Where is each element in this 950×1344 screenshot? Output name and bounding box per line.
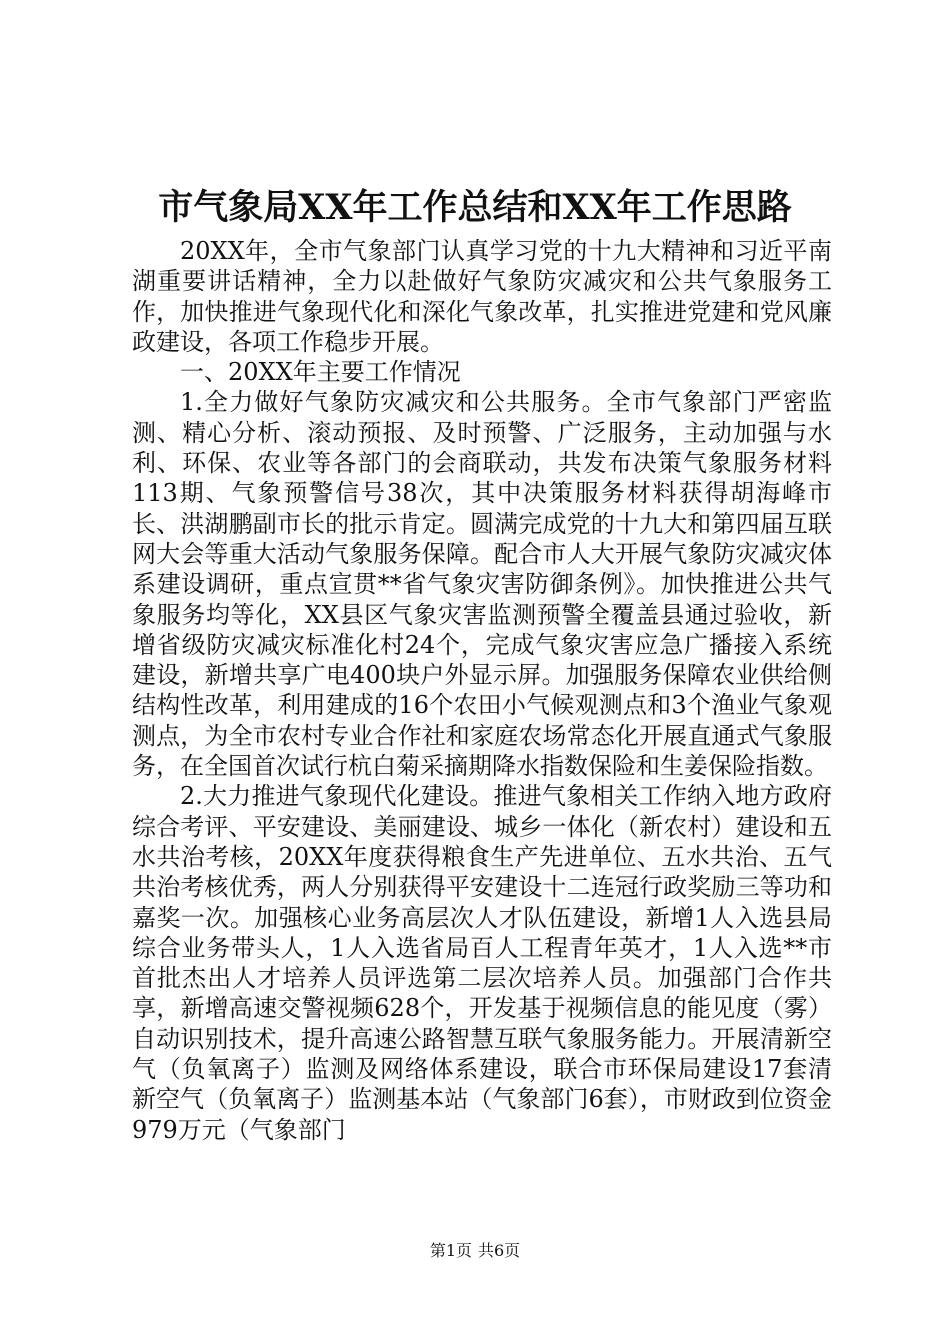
- section-heading: 一、20XX年主要工作情况: [180, 358, 461, 387]
- page-number: 第1页: [429, 1241, 472, 1260]
- paragraph-item-2: 2.大力推进气象现代化建设。推进气象相关工作纳入地方政府综合考评、平安建设、美丽建设、城乡一体化（新农村）建设和五水共治考核，20XX年度获得粮食生产先进单位、五水共治、五气共治考核优秀，两人分别获得平安建设十二连冠行政奖励三等功和嘉奖一次。加强核心业务高层次人才队伍建设，新增1人入选县局综合业务带头人，1人入选省局百人工程青年英才，1人入选**市首批杰出人才培养人员评选第二层次培养人员。加强部门合作共享，新增高速交警视频628个，开发基于视频信息的能见度（雾）自动识别技术，提升高速公路智慧互联气象服务能力。开展清新空气（负氧离子）监测及网络体系建设，联合市环保局建设17套清新空气（负氧离子）监测基本站（气象部门6套），市财政到位资金979万元（气象部门: [132, 782, 832, 1144]
- document-body: [132, 236, 832, 1145]
- document-title: 市气象局XX年工作总结和XX年工作思路: [158, 187, 792, 228]
- page-total: 共6页: [478, 1241, 521, 1260]
- paragraph-item-1: 1.全力做好气象防灾减灾和公共服务。全市气象部门严密监测、精心分析、滚动预报、及时预警、广泛服务，主动加强与水利、环保、农业等各部门的会商联动，共发布决策气象服务材料113期、气象预警信号38次，其中决策服务材料获得胡海峰市长、洪湖鹏副市长的批示肯定。圆满完成党的十九大和第四届互联网大会等重大活动气象服务保障。配合市人大开展气象防灾减灾体系建设调研，重点宣贯**省气象灾害防御条例》。加快推进公共气象服务均等化，XX县区气象灾害监测预警全覆盖县通过验收，新增省级防灾减灾标准化村24个，完成气象灾害应急广播接入系统建设，新增共享广电400块户外显示屏。加强服务保障农业供给侧结构性改革，利用建成的16个农田小气候观测点和3个渔业气象观测点，为全市农村专业合作社和家庭农场常态化开展直通式气象服务，在全国首次试行杭白菊采摘期降水指数保险和生姜保险指数。: [132, 388, 832, 781]
- paragraph-intro: 20XX年，全市气象部门认真学习党的十九大精神和习近平南湖重要讲话精神，全力以赴做好气象防灾减灾和公共气象服务工作，加快推进气象现代化和深化气象改革，扎实推进党建和党风廉政建设，各项工作稳步开展。: [132, 237, 832, 356]
- page-footer: [0, 1240, 950, 1262]
